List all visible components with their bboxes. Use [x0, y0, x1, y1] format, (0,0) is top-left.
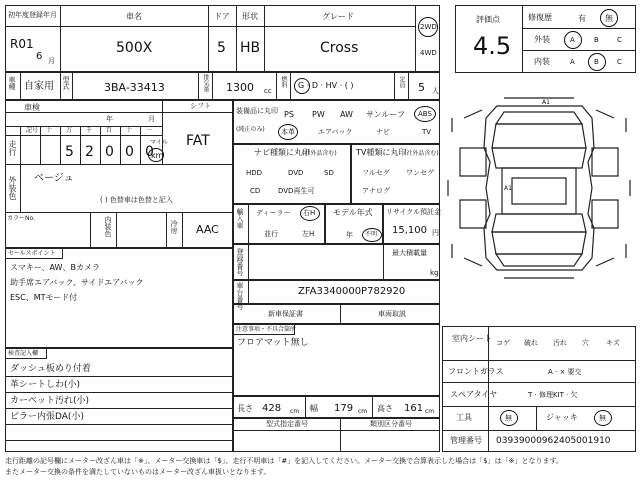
mileage-digit-2: 0	[105, 144, 114, 160]
color-note: ( ) 色替車は色替と記入	[100, 196, 173, 204]
exterior-label: 外装	[534, 35, 550, 44]
car-diagram	[442, 88, 636, 288]
mileage-header-0: 記号	[26, 127, 39, 134]
inspector-note-2: 革シートしわ(小)	[10, 380, 81, 390]
sheet-tear: 破れ	[524, 339, 538, 347]
grade-value: Cross	[320, 40, 359, 56]
tv-analog: アナログ	[362, 187, 390, 195]
repair-label: 修復歴	[528, 13, 552, 22]
score-label: 評価点	[476, 15, 500, 24]
height-label: 高さ	[377, 404, 393, 413]
equip-airbag: エアバック	[318, 128, 353, 136]
import-label: 輸入車	[236, 208, 244, 229]
score-value: 4.5	[473, 32, 512, 60]
capacity-value: 5	[418, 81, 425, 94]
navi-sd: SD	[324, 169, 334, 177]
interior-label: 内装色	[104, 216, 112, 237]
repair-no: 無	[605, 14, 613, 23]
type-designation-label: 型式指定番号	[266, 420, 308, 428]
model-value: 3BA-33413	[104, 81, 165, 94]
jack-value: 無	[599, 414, 606, 422]
interior-sheet-label: 室内シート	[452, 334, 492, 343]
sales-point-2: 助手席エアバック、サイドエアバック	[10, 278, 144, 287]
chassis-label: 車台番号	[236, 282, 244, 310]
docs-manual: 車両取説	[378, 310, 406, 318]
capacity-label: 定員	[398, 76, 405, 88]
shift-value: FAT	[186, 133, 210, 149]
footer-line-2: またメーター交換の条件を満たしていないものはメーター改ざん車扱いとなります。	[5, 468, 271, 476]
inspect-month-unit: 月	[148, 115, 155, 123]
model-label: 型式	[62, 76, 70, 90]
mileage-header-3: 千	[86, 127, 93, 134]
reg-month-unit: 月	[48, 57, 55, 65]
sheet-scratch: キズ	[606, 339, 620, 347]
inspector-title: 検査記入欄	[8, 350, 39, 357]
color-section-label: 外装色	[8, 176, 17, 200]
reg-month: 6	[36, 51, 43, 62]
model-year-unknown: 不明	[365, 231, 378, 238]
notes-title: 注意事項・不具合箇所	[236, 326, 297, 333]
mileage-digit-3: 0	[125, 144, 134, 160]
navi-hdd: HDD	[246, 169, 263, 177]
admin-value: 03939000962405001910	[496, 436, 611, 446]
equip-ps: PS	[284, 110, 294, 119]
spare-tire-label: スペアタイヤ	[450, 390, 498, 399]
length-label: 長さ	[237, 404, 253, 413]
inspect-year-unit: 年	[106, 115, 113, 123]
navi-label: ナビ種類に丸印	[254, 148, 310, 157]
length-unit: cm	[290, 408, 300, 415]
exterior-a: A	[570, 36, 575, 44]
repair-yes: 有	[578, 14, 586, 23]
capacity-unit: 人	[432, 87, 439, 95]
ac-value: AAC	[196, 223, 219, 236]
recycle-label: リサイクル預託金	[386, 208, 442, 216]
height-value: 161	[404, 403, 424, 414]
mileage-header-2: 万	[66, 127, 73, 134]
registration-label: 登録番号	[236, 248, 244, 276]
tv-oneseg: ワンセグ	[406, 169, 434, 177]
equip-pw: PW	[312, 110, 325, 119]
navi-dvd: DVD	[288, 169, 304, 177]
sheet-burn: コゲ	[496, 339, 510, 347]
inspector-note-4: ピラー内張DA(小)	[10, 412, 84, 422]
reg-year-label: 初年度登録年月	[8, 11, 57, 19]
mileage-header-5: 十	[126, 127, 133, 134]
width-value: 179	[334, 403, 354, 414]
fuel-label: 燃料	[280, 76, 287, 88]
cat-label: 車種	[8, 76, 16, 90]
drive-2wd: 2WD	[420, 23, 437, 31]
interior-c: C	[617, 58, 622, 66]
mileage-digit-4: 0	[145, 144, 154, 160]
drive-4wd: 4WD	[420, 49, 437, 57]
notes-value: フロアマット無し	[237, 338, 309, 348]
exterior-b: B	[594, 36, 599, 44]
length-value: 428	[262, 403, 282, 414]
jack-label: ジャッキ	[546, 413, 578, 422]
unit-mile: マイル	[150, 139, 168, 146]
shift-label: シフト	[190, 102, 211, 110]
import-dealer: ディーラー	[256, 209, 291, 217]
equip-leather: 本革	[281, 128, 295, 136]
equip-abs: ABS	[418, 110, 432, 118]
footer-line-1: 走行距離の記号欄にメーター改ざん車は「※」、メーター交換車は「$」、走行不明車は「#」を記入してください。メーター交換で合算表示した場合は「$」は「※」となります。	[5, 457, 563, 465]
tv-fullseg: フルセグ	[362, 169, 390, 177]
name-label: 車名	[126, 12, 142, 21]
equipment-label: 装備品に丸印	[236, 107, 278, 115]
payload-unit: kg	[430, 269, 439, 277]
grade-label: グレード	[322, 12, 354, 21]
disp-label: 排気量	[202, 74, 209, 92]
sales-point-1: スマキー、AW、Bカメラ	[10, 263, 100, 272]
mileage-digit-0: 5	[65, 144, 74, 160]
door-value: 5	[217, 40, 226, 56]
paint-label: カラーNo.	[7, 215, 35, 222]
equip-tv: TV	[422, 128, 432, 136]
equipment-sub: (純正のみ)	[236, 126, 265, 133]
class-label: 類別区分番号	[370, 420, 412, 428]
sheet-dirt: 汚れ	[553, 339, 567, 347]
shape-label: 形状	[242, 12, 258, 21]
fuel-value: G · D · HV · ( )	[298, 81, 354, 90]
shape-value: HB	[240, 40, 261, 56]
ac-label: 冷房	[170, 220, 178, 234]
equip-sunroof: サンルーフ	[366, 110, 405, 119]
spare-tire-value: T · 修理KIT · 欠	[528, 391, 578, 399]
front-glass-value: A · × 要交	[548, 368, 582, 376]
import-left: 左H	[302, 230, 315, 238]
equip-aw: AW	[340, 110, 353, 119]
sheet-hole: 穴	[582, 339, 589, 347]
model-row	[5, 72, 440, 100]
unit-km: km	[151, 151, 164, 160]
inspector-note-1: ダッシュ板めり付着	[10, 364, 91, 374]
model-year-unit: 年	[346, 231, 353, 239]
door-label: ドア	[214, 12, 230, 21]
equip-navi: ナビ	[376, 128, 390, 136]
run-label: 走行	[8, 140, 17, 156]
front-glass-label: フロントガラス	[448, 367, 504, 376]
mileage-header-4: 百	[106, 127, 113, 134]
sales-points-title: セールスポイント	[8, 250, 56, 257]
tools-value: 無	[505, 414, 512, 422]
recycle-value: 15,100	[392, 225, 427, 236]
navi-dvd-play: DVD再生可	[278, 187, 315, 195]
inspector-note-3: カーペット汚れ(小)	[10, 396, 90, 406]
tools-label: 工具	[456, 413, 472, 422]
tv-sub: (社外品含む)	[404, 150, 439, 157]
navi-cd: CD	[250, 187, 261, 195]
model-year-label: モデル年式	[333, 208, 373, 217]
width-unit: cm	[358, 408, 368, 415]
inspection-label: 車検	[24, 103, 40, 112]
interior-a: A	[570, 58, 575, 66]
diagram-a1-mid: A1	[504, 185, 512, 192]
diagram-a1-top: A1	[542, 99, 550, 106]
mileage-header-6: 一	[146, 127, 153, 134]
width-label: 幅	[310, 404, 318, 413]
disp-value: 1300	[226, 81, 254, 94]
interior-b: B	[594, 58, 599, 66]
exterior-c: C	[617, 36, 622, 44]
chassis-value: ZFA3340000P782920	[298, 286, 406, 297]
import-right: 右H	[303, 209, 316, 217]
docs-warranty: 新車保証書	[268, 310, 303, 318]
recycle-unit: 円	[432, 229, 439, 237]
navi-sub: (社外品含む)	[302, 150, 337, 157]
interior-grade-label: 内装	[534, 57, 550, 66]
docs-block	[233, 304, 440, 324]
height-unit: cm	[425, 408, 435, 415]
reg-era: R01	[10, 37, 34, 51]
color-value: ベージュ	[34, 173, 74, 184]
payload-label: 最大積載量	[392, 249, 427, 257]
sales-point-3: ESC、MTモード付	[10, 293, 78, 302]
use-label: 自家用	[24, 81, 54, 92]
disp-unit: cc	[264, 87, 272, 95]
car-name: 500X	[116, 40, 153, 56]
admin-label: 管理番号	[450, 436, 482, 445]
mileage-digit-1: 2	[85, 144, 94, 160]
mileage-header-1: 十	[46, 127, 53, 134]
import-parallel: 並行	[264, 230, 278, 238]
tv-label: TV種類に丸印	[356, 148, 407, 157]
